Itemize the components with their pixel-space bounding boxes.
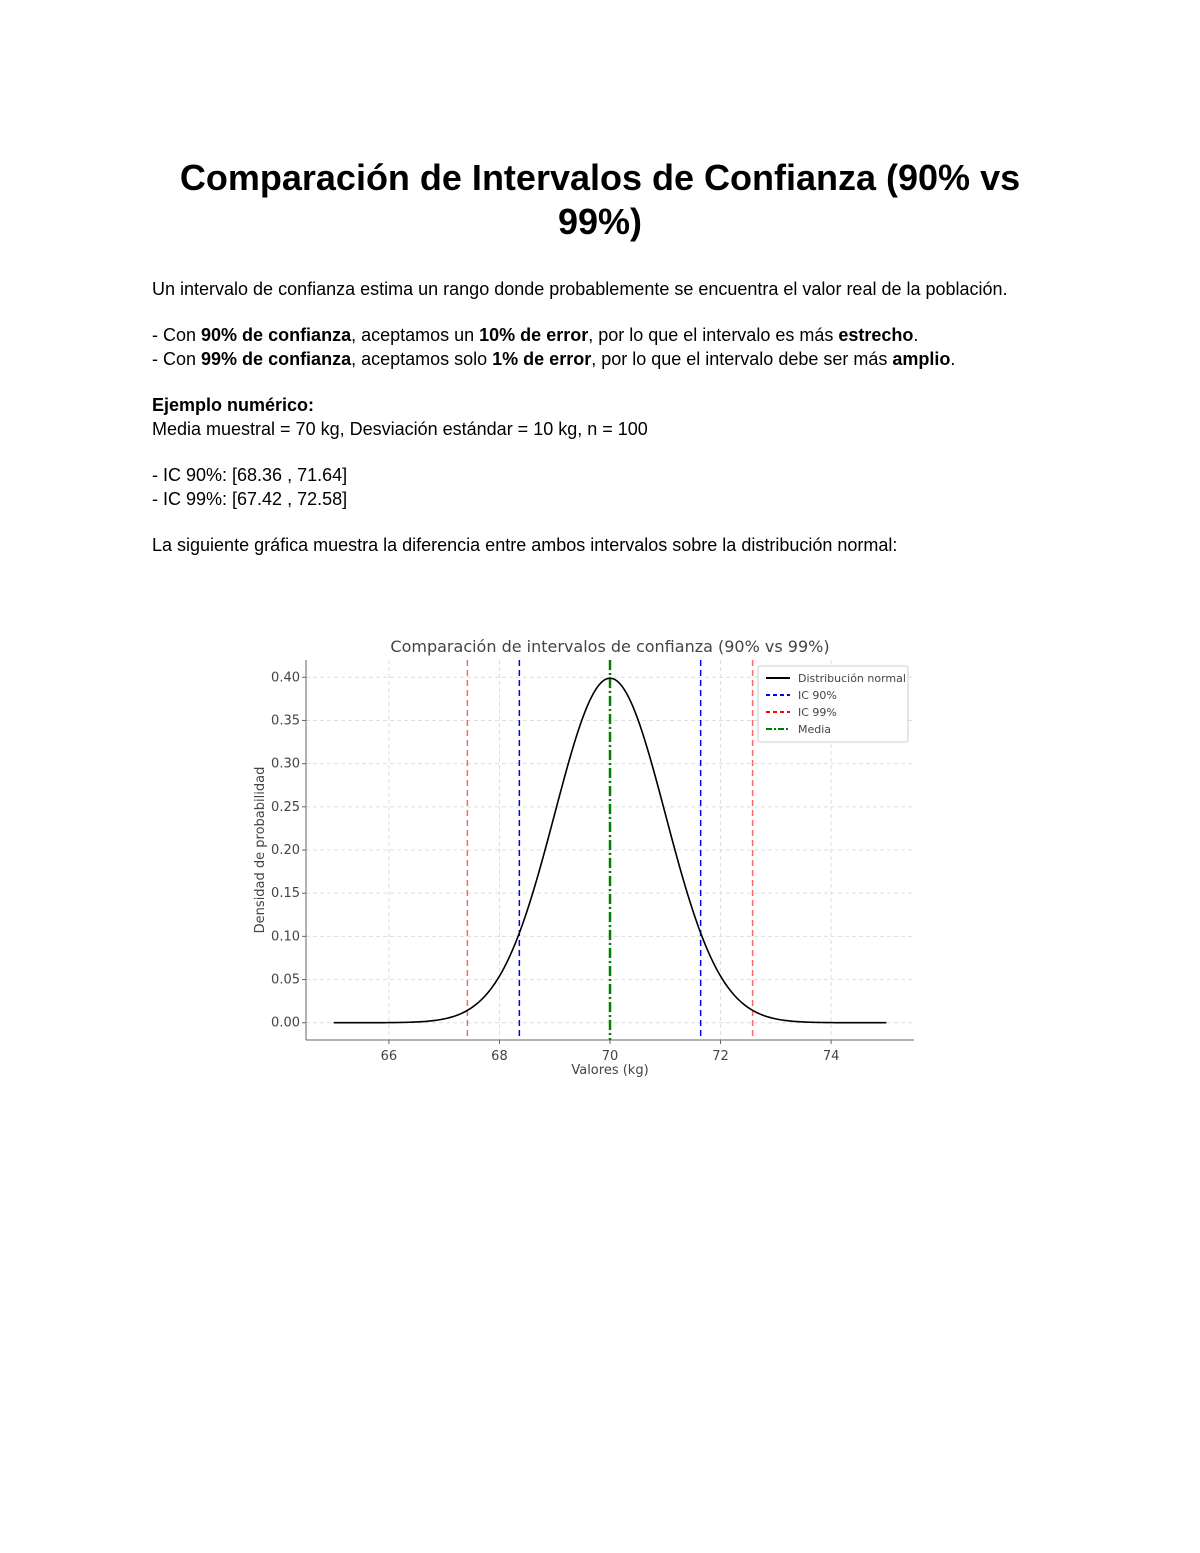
chart-intro: La siguiente gráfica muestra la diferencia entre ambos intervalos sobre la distribución normal:: [152, 535, 898, 555]
legend-label: Media: [798, 723, 832, 736]
example-line: Media muestral = 70 kg, Desviación estándar = 10 kg, n = 100: [152, 419, 648, 439]
y-tick-label: 0.15: [271, 886, 300, 902]
x-tick-label: 66: [380, 1049, 398, 1064]
y-tick-label: 0.10: [271, 929, 300, 945]
y-tick-label: 0.35: [271, 713, 300, 729]
y-axis-label: Densidad de probabilidad: [253, 766, 268, 934]
x-tick-label: 72: [712, 1049, 729, 1064]
legend-label: IC 90%: [798, 689, 837, 702]
y-tick-label: 0.00: [271, 1015, 300, 1031]
chart-title: Comparación de intervalos de confianza (90% vs 99%): [390, 637, 830, 656]
bullet-90: - Con 90% de confianza, aceptamos un 10% de error, por lo que el intervalo es más estrecho.: [152, 325, 919, 345]
y-tick-label: 0.20: [271, 843, 300, 858]
intro-paragraph: Un intervalo de confianza estima un rango donde probablemente se encuentra el valor real de la población.: [152, 279, 1008, 299]
x-axis-label: Valores (kg): [571, 1063, 649, 1078]
page-title: Comparación de Intervalos de Confianza (90% vs 99%): [179, 157, 1021, 242]
x-tick-label: 74: [822, 1049, 840, 1064]
legend-label: Distribución normal: [798, 672, 906, 685]
y-tick-label: 0.25: [271, 799, 300, 815]
legend-label: IC 99%: [798, 706, 837, 719]
x-tick-label: 68: [491, 1049, 508, 1064]
y-tick-label: 0.30: [271, 756, 300, 772]
chart-container: [246, 630, 946, 1090]
bullet-99: - Con 99% de confianza, aceptamos solo 1% de error, por lo que el intervalo debe ser más amplio.: [152, 349, 956, 369]
example-heading: Ejemplo numérico:: [152, 395, 315, 415]
x-tick-label: 70: [601, 1049, 619, 1064]
ic99-line: - IC 99%: [67.42 , 72.58]: [152, 489, 348, 509]
y-tick-label: 0.40: [271, 670, 300, 686]
ic90-line: - IC 90%: [68.36 , 71.64]: [152, 465, 348, 485]
y-tick-label: 0.05: [271, 972, 300, 988]
document-body: [152, 277, 1052, 557]
confidence-interval-chart: [246, 630, 946, 1090]
